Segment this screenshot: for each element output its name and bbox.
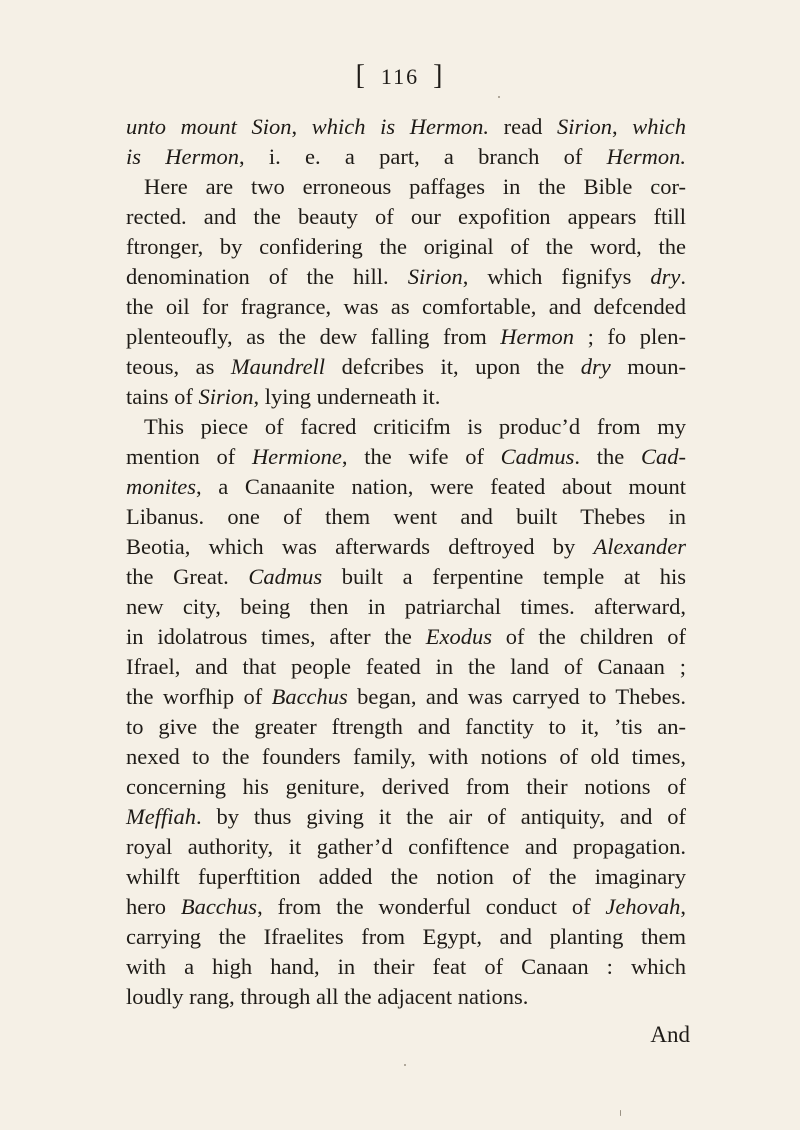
text-run: , the wife of: [341, 444, 501, 469]
text-run: of the children of: [491, 624, 686, 649]
text-run: the Great.: [126, 564, 249, 589]
text-line: [126, 742, 686, 772]
text-run: Libanus. one of them went and built Thebes in: [126, 504, 686, 529]
text-line: [126, 592, 686, 622]
text-run: This piece of facred criticifm is produc’d from my: [144, 414, 686, 439]
text-line: [126, 712, 686, 742]
text-line: [126, 382, 686, 412]
italic-text: Hermon: [500, 324, 575, 349]
italic-text: which: [632, 114, 686, 139]
text-run: denomination of the hill.: [126, 264, 408, 289]
italic-text: Sirion: [407, 264, 463, 289]
text-run: built a ferpentine temple at his: [322, 564, 686, 589]
text-line: [126, 682, 686, 712]
text-line: [126, 202, 686, 232]
italic-text: unto mount Sion: [126, 114, 292, 139]
text-line: [126, 832, 686, 862]
page-header: [0, 60, 800, 92]
text-run: began, and was carryed to Thebes.: [347, 684, 686, 709]
text-run: , from the wonderful conduct of: [257, 894, 606, 919]
text-run: , i. e. a part, a branch of: [239, 144, 607, 169]
text-run: with a high hand, in their feat of Canaan : which: [126, 954, 686, 979]
text-run: rected. and the beauty of our expofition appears ftill: [126, 204, 686, 229]
italic-text: Sirion: [198, 384, 254, 409]
text-line: [126, 922, 686, 952]
text-line: [126, 292, 686, 322]
text-line: [126, 952, 686, 982]
paper-speck: [404, 1064, 406, 1066]
text-line: [126, 622, 686, 652]
italic-text: Meffiah: [126, 804, 196, 829]
catchword: And: [650, 1022, 690, 1047]
italic-text: which is Hermon.: [311, 114, 490, 139]
text-line: [126, 472, 686, 502]
italic-text: Exodus: [425, 624, 492, 649]
text-line: [126, 172, 686, 202]
text-run: royal authority, it gather’d confiftence and propagation.: [126, 834, 686, 859]
text-run: Beotia, which was afterwards deftroyed by: [126, 534, 594, 559]
italic-text: dry: [650, 264, 681, 289]
italic-text: Jehovah: [605, 894, 681, 919]
text-line: [126, 652, 686, 682]
italic-text: Hermon.: [606, 144, 686, 169]
page-number: 116: [380, 64, 420, 89]
body-text: [126, 112, 686, 1012]
text-run: teous, as: [126, 354, 231, 379]
right-bracket: ]: [433, 60, 445, 91]
text-line: [126, 772, 686, 802]
text-run: carrying the Ifraelites from Egypt, and planting them: [126, 924, 686, 949]
text-run: whilft fuperftition added the notion of the imaginary: [126, 864, 686, 889]
left-bracket: [: [355, 60, 367, 91]
text-line: [126, 502, 686, 532]
text-run: read: [489, 114, 557, 139]
text-run: plenteoufly, as the dew falling from: [126, 324, 501, 349]
text-line: [126, 892, 686, 922]
text-run: the worfhip of: [126, 684, 272, 709]
text-run: moun-: [610, 354, 686, 379]
italic-text: dry: [580, 354, 611, 379]
text-line: [126, 982, 686, 1012]
text-run: loudly rang, through all the adjacent nations.: [126, 984, 529, 1009]
text-line: [126, 232, 686, 262]
italic-text: Bacchus: [180, 894, 258, 919]
text-line: [126, 862, 686, 892]
text-run: concerning his geniture, derived from their notions of: [126, 774, 686, 799]
italic-text: Maundrell: [230, 354, 326, 379]
italic-text: Bacchus: [271, 684, 348, 709]
text-run: nexed to the founders family, with notions of old times,: [126, 744, 686, 769]
text-run: . by thus giving it the air of antiquity, and of: [195, 804, 686, 829]
text-run: . the: [574, 444, 641, 469]
text-run: new city, being then in patriarchal times. afterward,: [126, 594, 686, 619]
text-run: ; fo plen-: [574, 324, 686, 349]
text-run: , lying underneath it.: [253, 384, 441, 409]
text-run: Here are two erroneous paffages in the Bible cor-: [144, 174, 686, 199]
text-run: mention of: [126, 444, 252, 469]
text-line: [126, 562, 686, 592]
paper-speck: [498, 96, 500, 98]
italic-text: Alexander: [593, 534, 686, 559]
text-line: [126, 142, 686, 172]
text-run: ftronger, by confidering the original of the word, the: [126, 234, 686, 259]
text-line: [126, 802, 686, 832]
italic-text: Sirion: [557, 114, 613, 139]
text-run: hero: [126, 894, 181, 919]
text-run: Ifrael, and that people feated in the land of Canaan ;: [126, 654, 686, 679]
text-line: [126, 412, 686, 442]
italic-text: monites: [126, 474, 196, 499]
text-line: [126, 112, 686, 142]
text-run: tains of: [126, 384, 199, 409]
text-run: ,: [291, 114, 312, 139]
italic-text: Cadmus: [500, 444, 575, 469]
text-run: , which fignifys: [462, 264, 651, 289]
text-line: [126, 442, 686, 472]
text-line: [126, 352, 686, 382]
text-line: [126, 322, 686, 352]
text-run: ,: [680, 894, 686, 919]
italic-text: Hermione: [251, 444, 342, 469]
text-run: , a Canaanite nation, were feated about mount: [196, 474, 686, 499]
text-run: .: [680, 264, 687, 289]
text-run: ,: [612, 114, 633, 139]
italic-text: Cad-: [640, 444, 686, 469]
italic-text: Cadmus: [248, 564, 323, 589]
text-run: to give the greater ftrength and fanctity to it, ’tis an-: [126, 714, 686, 739]
text-run: the oil for fragrance, was as comfortable, and defcended: [126, 294, 686, 319]
text-run: in idolatrous times, after the: [126, 624, 426, 649]
text-line: [126, 262, 686, 292]
italic-text: is Hermon: [126, 144, 239, 169]
paper-mark: [620, 1110, 621, 1116]
text-run: defcribes it, upon the: [325, 354, 581, 379]
text-line: [126, 532, 686, 562]
